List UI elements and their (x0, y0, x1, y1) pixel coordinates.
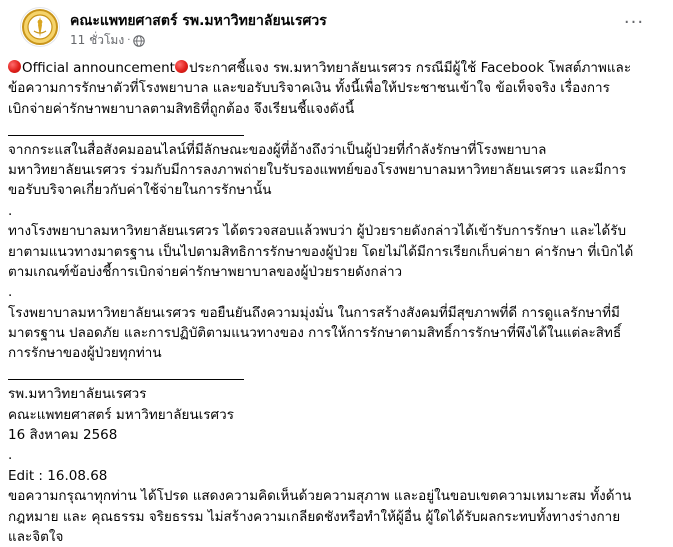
post-timestamp[interactable]: 11 ชั่วโมง (70, 33, 125, 47)
post-line: . (8, 202, 13, 219)
post-line: . (8, 284, 13, 301)
post-body (8, 58, 668, 547)
divider-line (8, 364, 668, 384)
post-line: จากกระแสในสื่อสังคมออนไลน์ที่มีลักษณะของผู้ที่อ้างถึงว่าเป็นผู้ป่วยที่กำลังรักษาที่โรงพยาบาล (8, 141, 547, 158)
post-line: มหาวิทยาลัยนเรศวร ร่วมกับมีการลงภาพถ่ายใบรับรองแพทย์ของโรงพยาบาลมหาวิทยาลัยนเรศวร และมีการ (8, 161, 627, 178)
meta-separator: · (127, 35, 131, 46)
post-meta (70, 31, 145, 50)
signature-date: 16 สิงหาคม 2568 (8, 427, 118, 444)
post-line: ยาตามแนวทางมาตรฐาน เป็นไปตามสิทธิการรักษาของผู้ป่วย โดยไม่ได้มีการเรียกเก็บค่ายา ค่ารักษา ที่เบิกได้ (8, 243, 634, 260)
edit-note: Edit : 16.08.68 (8, 467, 108, 484)
red-circle-emoji (8, 60, 21, 73)
signature-hospital: รพ.มหาวิทยาลัยนเรศวร (8, 386, 147, 403)
post-line: มาตรฐาน ปลอดภัย และการปฏิบัติตามแนวทางของ การให้การรักษาตามสิทธิ์การรักษาที่พึงได้ในแต่ละสิทธิ์ (8, 325, 622, 342)
post-line: กฎหมาย และ คุณธรรม จริยธรรม ไม่สร้างความเกลียดชังหรือทำให้ผู้อื่น ผู้ใดได้รับผลกระทบทั้งทางร่างกาย (8, 508, 621, 525)
signature-faculty: คณะแพทยศาสตร์ มหาวิทยาลัยนเรศวร (8, 406, 234, 423)
post-line: ข้อความการรักษาตัวที่โรงพยาบาล และขอรับบริจาคเงิน ทั้งนี้เพื่อให้ประชาชนเข้าใจ ข้อเท็จจริง เรื่องการ (8, 80, 610, 97)
post-line: เบิกจ่ายค่ารักษาพยาบาลตามสิทธิที่ถูกต้อง จึงเรียนชี้แจงดังนี้ (8, 100, 355, 117)
post-line: ขอรับบริจาคเกี่ยวกับค่าใช้จ่ายในการรักษานั้น (8, 182, 272, 199)
more-options-button[interactable]: ··· (623, 12, 645, 33)
post-line: และจิตใจ (8, 528, 64, 545)
post-line: การรักษาของผู้ป่วยทุกท่าน (8, 345, 162, 362)
divider-line (8, 119, 668, 139)
page-avatar[interactable] (20, 7, 60, 47)
announcement-label: Official announcement (22, 60, 175, 76)
university-seal-logo (21, 8, 59, 46)
page-name-link[interactable]: คณะแพทยศาสตร์ รพ.มหาวิทยาลัยนเรศวร (70, 13, 327, 29)
red-circle-emoji (175, 60, 188, 73)
post-line: ตามเกณฑ์ข้อบ่งชี้การเบิกจ่ายค่ารักษาพยาบาลของผู้ป่วยรายดังกล่าว (8, 263, 403, 280)
post-line: ทางโรงพยาบาลมหาวิทยาลัยนเรศวร ได้ตรวจสอบแล้วพบว่า ผู้ป่วยรายดังกล่าวได้เข้ารับการรักษา และได้รับ (8, 223, 627, 240)
post-line: โรงพยาบาลมหาวิทยาลัยนเรศวร ขอยืนยันถึงความมุ่งมั่น ในการสร้างสังคมที่มีสุขภาพที่ดี การดูแลรักษาที่มี (8, 304, 620, 321)
post-line-text: ประกาศชี้แจง รพ.มหาวิทยาลัยนเรศวร กรณีมีผู้ใช้ Facebook โพสต์ภาพและ (188, 60, 632, 76)
globe-icon[interactable] (133, 35, 145, 47)
post-line: ขอความกรุณาทุกท่าน ได้โปรด แสดงความคิดเห็นด้วยความสุภาพ และอยู่ในขอบเขตความเหมาะสม ทั้งด้าน (8, 488, 632, 505)
post-line (8, 58, 668, 78)
post-header (10, 0, 663, 52)
post-line: . (8, 447, 13, 464)
